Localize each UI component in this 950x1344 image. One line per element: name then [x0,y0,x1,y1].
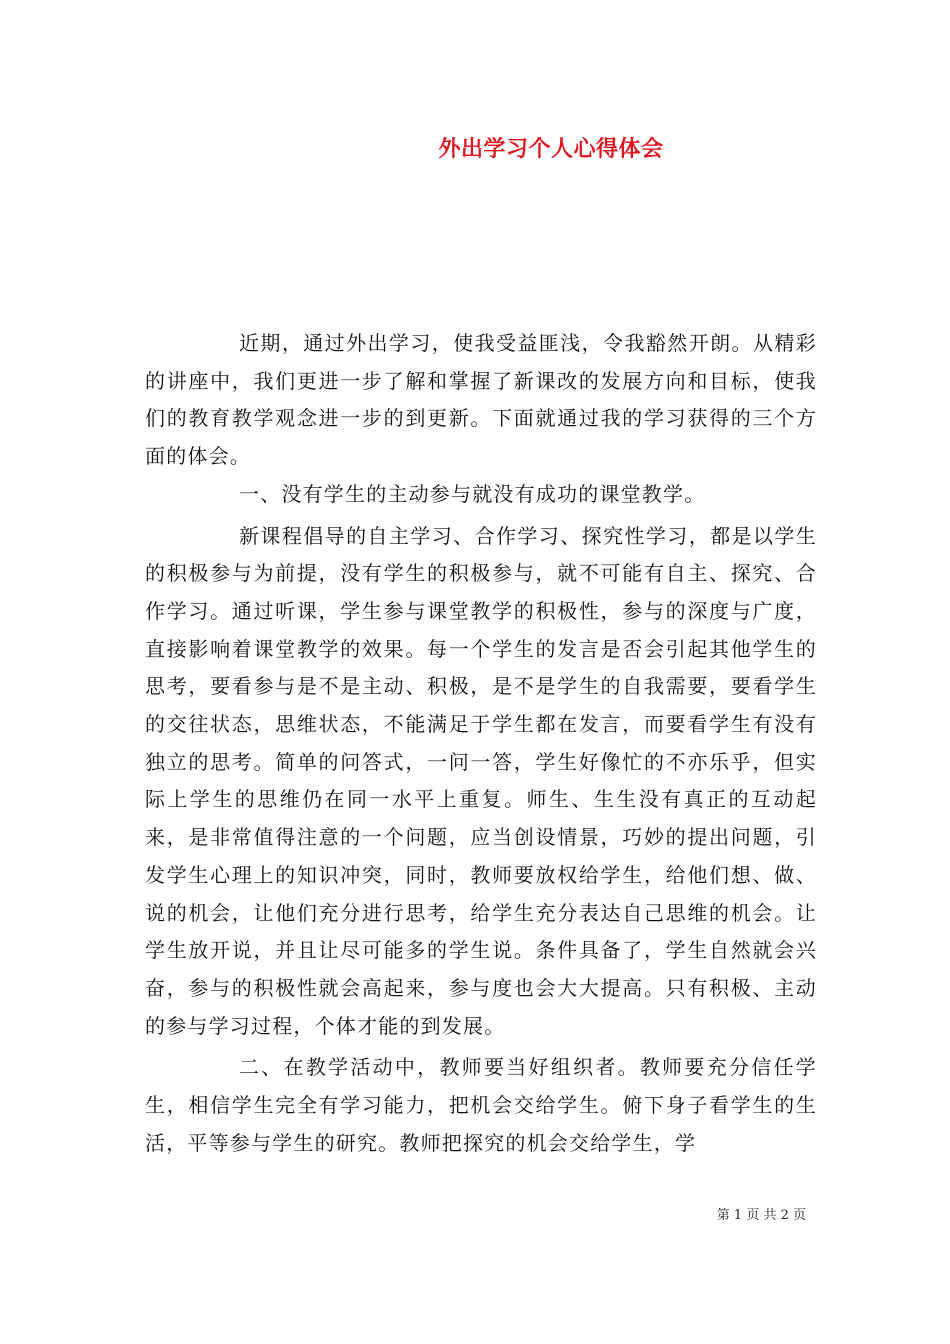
document-body [145,325,817,1162]
paragraph-heading-one: 一、没有学生的主动参与就没有成功的课堂教学。 [239,481,706,506]
paragraph-section-one: 新课程倡导的自主学习、合作学习、探究性学习，都是以学生的积极参与为前提，没有学生的积极参与，就不可能有自主、探究、合作学习。通过听课，学生参与课堂教学的积极性，参与的深度与广度，直接影响着课堂教学的效果。每一个学生的发言是否会引起其他学生的思考，要看参与是不是主动、积极，是不是学生的自我需要，要看学生的交往状态，思维状态，不能满足于学生都在发言，而要看学生有没有独立的思考。简单的问答式，一问一答，学生好像忙的不亦乐乎，但实际上学生的思维仍在同一水平上重复。师生、生生没有真正的互动起来，是非常值得注意的一个问题，应当创设情景，巧妙的提出问题，引发学生心理上的知识冲突，同时，教师要放权给学生，给他们想、做、说的机会，让他们充分进行思考，给学生充分表达自己思维的机会。让学生放开说，并且让尽可能多的学生说。条件具备了，学生自然就会兴奋，参与的积极性就会高起来，参与度也会大大提高。只有积极、主动的参与学习过程，个体才能的到发展。 [145,523,817,1038]
page-title [0,132,950,163]
page-title-text: 外出学习个人心得体会 [438,136,664,162]
page-footer: 第 1 页 共 2 页 [716,1208,806,1223]
paragraph-intro: 近期，通过外出学习，使我受益匪浅，令我豁然开朗。从精彩的讲座中，我们更进一步了解和掌握了新课改的发展方向和目标，使我们的教育教学观念进一步的到更新。下面就通过我的学习获得的三个方面的体会。 [145,331,817,469]
paragraph-section-two: 二、在教学活动中，教师要当好组织者。教师要充分信任学生，相信学生完全有学习能力，把机会交给学生。俯下身子看学生的生活，平等参与学生的研究。教师把探究的机会交给学生，学 [145,1055,817,1155]
